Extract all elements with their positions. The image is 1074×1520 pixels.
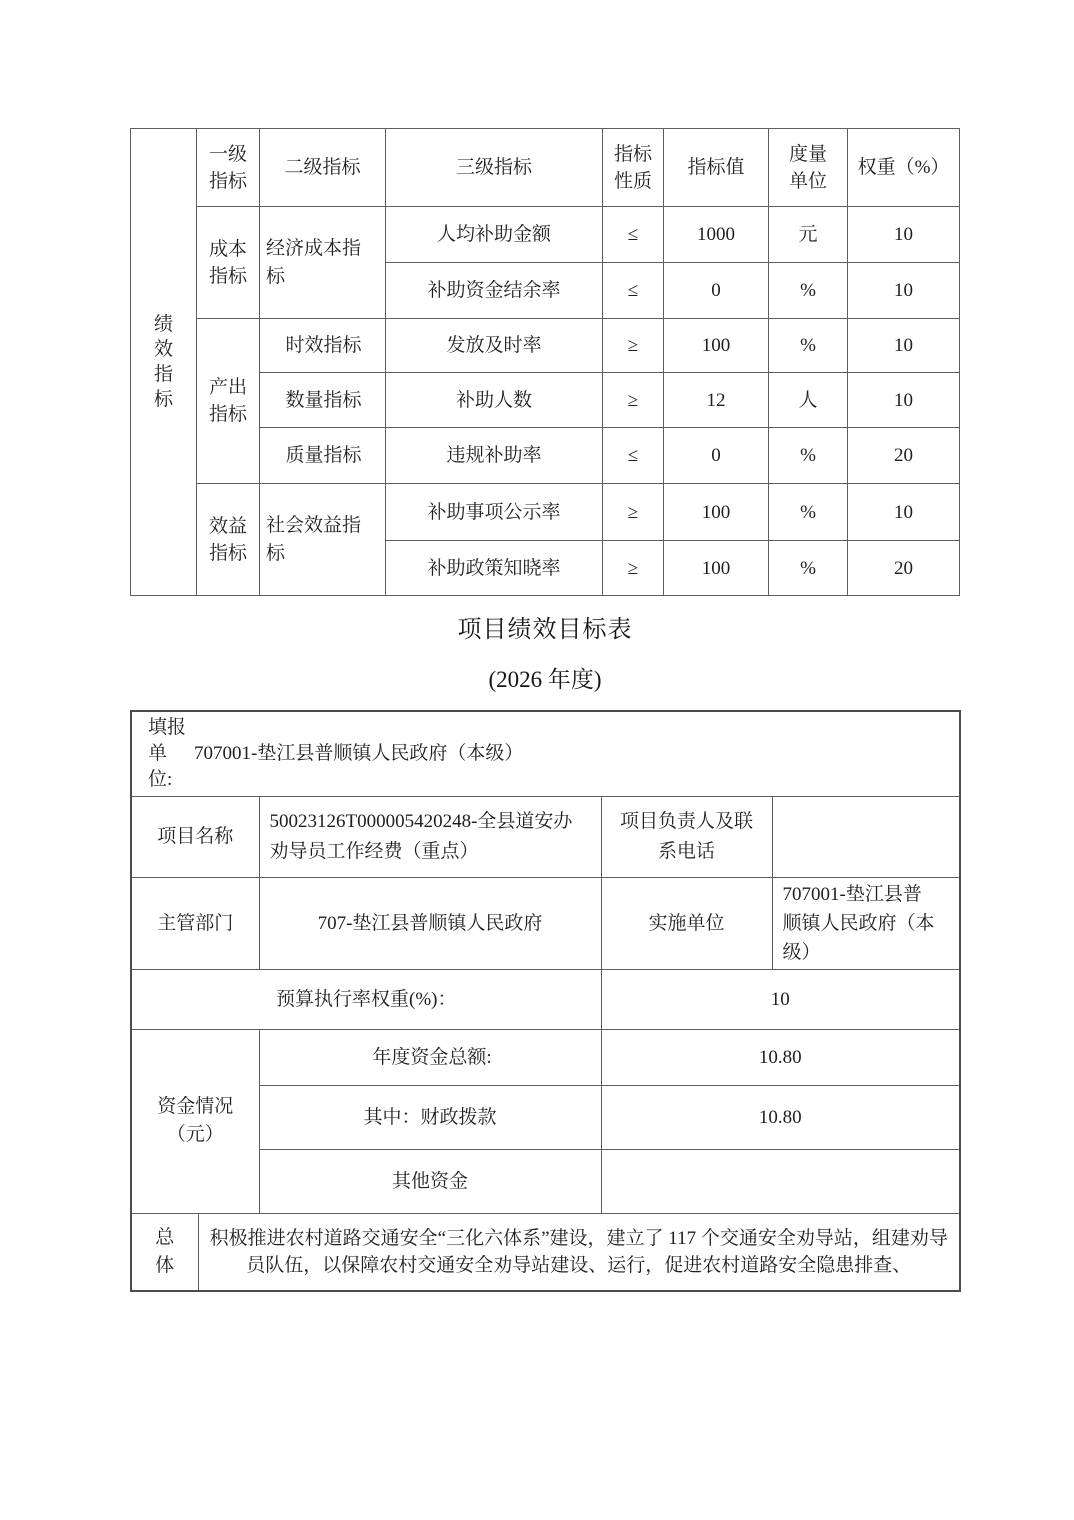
project-manager-value	[772, 796, 960, 877]
cell-l3: 违规补助率	[386, 428, 603, 484]
header-level1: 一级指标	[197, 129, 260, 207]
cell-l2-timeliness: 时效指标	[260, 319, 386, 373]
budget-rate-row	[131, 969, 960, 1029]
budget-rate-value: 10	[601, 969, 960, 1029]
cell-unit: %	[769, 263, 848, 319]
cell-weight: 20	[848, 428, 960, 484]
funds-fiscal-label: 其中：财政拨款	[259, 1085, 601, 1149]
cell-nature: ≤	[603, 207, 664, 263]
cell-weight: 10	[848, 319, 960, 373]
funds-other-value	[601, 1149, 960, 1213]
funds-label-cell	[131, 1029, 259, 1213]
header-nature: 指标性质	[603, 129, 664, 207]
department-value: 707-垫江县普顺镇人民政府	[259, 877, 601, 969]
cell-value: 1000	[664, 207, 769, 263]
impl-unit-label: 实施单位	[601, 877, 772, 969]
cell-nature: ≥	[603, 373, 664, 428]
cell-l3: 补助资金结余率	[386, 263, 603, 319]
header-unit: 度量单位	[769, 129, 848, 207]
cell-unit: %	[769, 428, 848, 484]
cell-unit: %	[769, 484, 848, 541]
indicator-side-label: 绩效指标	[153, 314, 173, 410]
funds-total-value: 10.80	[601, 1029, 960, 1085]
performance-indicator-table	[130, 128, 960, 596]
project-manager-label: 项目负责人及联系电话	[601, 796, 772, 877]
cell-l3: 补助人数	[386, 373, 603, 428]
project-target-table	[130, 710, 961, 1292]
impl-unit-value: 707001-垫江县普顺镇人民政府（本级）	[772, 877, 960, 969]
cell-unit: 人	[769, 373, 848, 428]
overall-label: 总体	[155, 1226, 175, 1276]
overall-row	[131, 1213, 960, 1291]
indicator-row	[131, 484, 960, 541]
project-name-label: 项目名称	[131, 796, 259, 877]
cell-l2-economic-cost: 经济成本指标	[260, 207, 386, 319]
funds-other-label: 其他资金	[259, 1149, 601, 1213]
header-weight: 权重（%）	[848, 129, 960, 207]
cell-unit: %	[769, 319, 848, 373]
cell-l3: 补助政策知晓率	[386, 541, 603, 596]
cell-nature: ≥	[603, 484, 664, 541]
cell-value: 0	[664, 428, 769, 484]
cell-l2-quality: 质量指标	[260, 428, 386, 484]
page-title: 项目绩效目标表	[457, 617, 633, 643]
cell-weight: 10	[848, 484, 960, 541]
funds-fiscal-value: 10.80	[601, 1085, 960, 1149]
cell-l1-benefit: 效益指标	[197, 484, 260, 596]
cell-value: 100	[664, 484, 769, 541]
indicator-row	[131, 207, 960, 263]
funds-label: 资金情况（元）	[157, 1096, 234, 1145]
cell-value: 12	[664, 373, 769, 428]
cell-l2-social-benefit: 社会效益指标	[260, 484, 386, 596]
project-name-row	[131, 796, 960, 877]
funds-total-label: 年度资金总额:	[259, 1029, 601, 1085]
cell-value: 100	[664, 541, 769, 596]
header-value: 指标值	[664, 129, 769, 207]
header-level3: 三级指标	[386, 129, 603, 207]
cell-weight: 10	[848, 207, 960, 263]
cell-value: 100	[664, 319, 769, 373]
reporting-unit-cell	[131, 711, 960, 796]
funds-total-row	[131, 1029, 960, 1085]
cell-l3: 发放及时率	[386, 319, 603, 373]
indicator-row	[131, 319, 960, 373]
cell-l3: 补助事项公示率	[386, 484, 603, 541]
department-label: 主管部门	[131, 877, 259, 969]
cell-l2-quantity: 数量指标	[260, 373, 386, 428]
cell-value: 0	[664, 263, 769, 319]
header-level2: 二级指标	[260, 129, 386, 207]
cell-nature: ≤	[603, 428, 664, 484]
indicator-header-row	[131, 129, 960, 207]
cell-l1-cost: 成本指标	[197, 207, 260, 319]
department-row	[131, 877, 960, 969]
reporting-unit-value: 707001-垫江县普顺镇人民政府（本级）	[194, 743, 524, 765]
cell-nature: ≤	[603, 263, 664, 319]
page-subtitle: (2026 年度)	[488, 667, 602, 692]
project-name-value: 50023126T000005420248-全县道安办劝导员工作经费（重点）	[259, 796, 601, 877]
cell-weight: 10	[848, 263, 960, 319]
indicator-side-label-cell	[131, 129, 197, 596]
cell-weight: 20	[848, 541, 960, 596]
reporting-unit-row	[131, 711, 960, 796]
overall-label-cell	[131, 1213, 198, 1291]
overall-value: 积极推进农村道路交通安全“三化六体系”建设，建立了 117 个交通安全劝导站，组建劝导员队伍，以保障农村交通安全劝导站建设、运行，促进农村道路安全隐患排查、	[198, 1213, 960, 1291]
cell-l3: 人均补助金额	[386, 207, 603, 263]
reporting-unit-label: 填报单位:	[148, 716, 187, 790]
cell-nature: ≥	[603, 541, 664, 596]
cell-l1-output: 产出指标	[197, 319, 260, 484]
cell-unit: %	[769, 541, 848, 596]
cell-weight: 10	[848, 373, 960, 428]
cell-nature: ≥	[603, 319, 664, 373]
cell-unit: 元	[769, 207, 848, 263]
budget-rate-label: 预算执行率权重(%)：	[131, 969, 601, 1029]
